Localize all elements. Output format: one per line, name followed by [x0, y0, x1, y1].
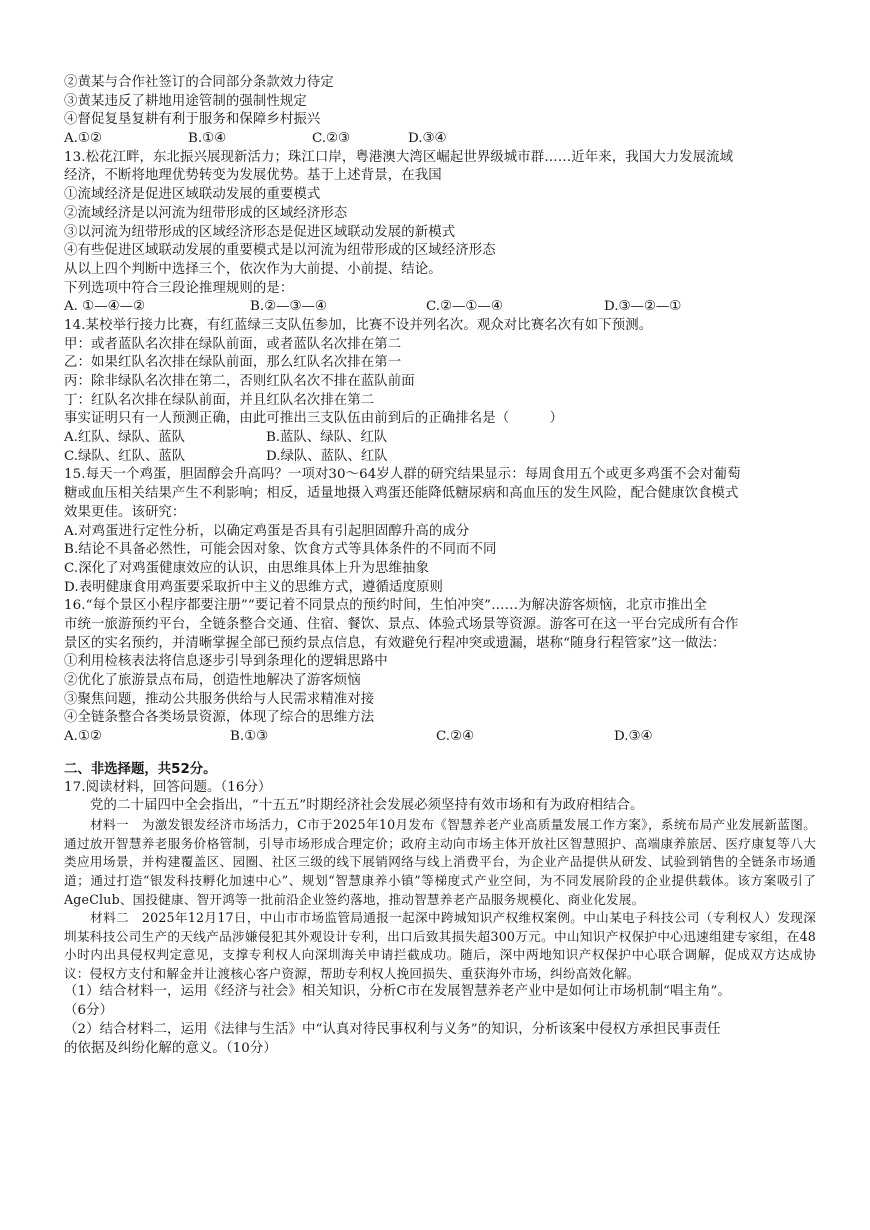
q14-option-c: C.绿队、红队、蓝队 [64, 448, 186, 464]
q14-stem: 14.某校举行接力比赛，有红蓝绿三支队伍参加，比赛不设并列名次。观众对比赛名次有如下预测。 [64, 317, 653, 333]
q12-statement-2: ②黄某与合作社签订的合同部分条款效力待定 [64, 75, 334, 90]
q14-question: 事实证明只有一人预测正确，由此可推出三支队伍由前到后的正确排名是（ ） [64, 411, 564, 427]
q17-sub2-line1: （2）结合材料二，运用《法律与生活》中“认真对待民事权利与义务”的知识，分析该案中侵权方承担民事责任 [64, 1021, 721, 1037]
q13-options [64, 298, 816, 317]
q15-option-d: D.表明健康食用鸡蛋要采取折中主义的思维方式，遵循适度原则 [64, 579, 443, 595]
q13-option-a: A. ①—④—② [64, 299, 145, 315]
q14-option-b: B.蓝队、绿队、红队 [266, 430, 388, 446]
q17-intro: 党的二十届四中全会指出，“十五五”时期经济社会发展必须坚持有效市场和有为政府相结合。 [90, 798, 644, 814]
q15-stem-line2: 糖或血压相关结果产生不利影响；相反，适量地摄入鸡蛋还能降低糖尿病和高血压的发生风险，配合健康饮食模式 [64, 486, 739, 502]
q16-statement-4: ④全链条整合各类场景资源，体现了综合的思维方法 [64, 710, 375, 726]
q16-option-b: B.①③ [230, 729, 269, 745]
exam-page [64, 74, 816, 1058]
q15-stem-line1: 15.每天一个鸡蛋，胆固醇会升高吗？一项对30～64岁人群的研究结果显示：每周食用五个或更多鸡蛋不会对葡萄 [64, 467, 741, 483]
material-two [64, 909, 816, 983]
q14-prediction-bing: 丙：除非绿队名次排在第二，否则红队名次不排在蓝队前面 [64, 374, 415, 389]
q16-option-a: A.①② [64, 729, 102, 745]
q13-statement-4: ④有些促进区域联动发展的重要模式是以河流为纽带形成的区域经济形态 [64, 243, 496, 259]
q16-stem-line1: 16.“每个景区小程序都要注册”“要记着不同景点的预约时间，生怕冲突”……为解决游客烦恼，北京市推出全 [64, 598, 707, 614]
q16-option-d: D.③④ [614, 729, 653, 745]
q16-statement-3: ③聚焦问题，推动公共服务供给与人民需求精准对接 [64, 691, 375, 707]
material-one-text: 材料一 为激发银发经济市场活力，C市于2025年10月发布《智慧养老产业高质量发展工作方案》，系统布局产业发展新蓝图。通过放开智慧养老服务价格管制，引导市场形成合理定价；政府主动向市场主体开放社区智慧照护、高端康养旅居、医疗康复等八大类应用场景，并构建覆盖区、园圈、社区三级的线下展销网络与线上消费平台，为企业产品提供从研发、试验到销售的全链条市场通道；通过打造“银发科技孵化加速中心”、规划“智慧康养小镇”等梯度式产业空间，为不同发展阶段的企业提供载体。该方案吸引了AgeClub、国投健康、智开鸿等一批前沿企业签约落地，推动智慧养老产品服务规模化、商业化发展。 [64, 817, 816, 907]
q13-option-c: C.②—①—④ [426, 299, 503, 315]
q15-option-a: A.对鸡蛋进行定性分析，以确定鸡蛋是否具有引起胆固醇升高的成分 [64, 523, 470, 539]
section-heading: 二、非选择题，共52分。 [64, 761, 217, 777]
q14-options-row1 [64, 429, 816, 448]
q12-option-b: B.①④ [188, 131, 227, 147]
q16-option-c: C.②④ [436, 729, 475, 745]
q13-statement-1: ①流域经济是促进区域联动发展的重要模式 [64, 187, 321, 203]
q12-option-d: D.③④ [408, 131, 447, 147]
q17-sub2-line2: 的依据及纠纷化解的意义。（10分） [64, 1040, 277, 1056]
q13-instruction-2: 下列选项中符合三段论推理规则的是： [64, 280, 294, 296]
q14-prediction-yi: 乙：如果红队名次排在绿队前面，那么红队名次排在第一 [64, 355, 402, 371]
q15-option-c: C.深化了对鸡蛋健康效应的认识，由思维具体上升为思维抽象 [64, 560, 429, 576]
q12-statement-4: ④督促复垦复耕有利于服务和保障乡村振兴 [64, 112, 321, 128]
q16-stem-line3: 景区的实名预约，并清晰掌握全部已预约景点信息，有效避免行程冲突或遗漏，堪称“随身行程管家”这一做法： [64, 635, 726, 651]
q14-option-a: A.红队、绿队、蓝队 [64, 430, 186, 446]
q14-prediction-jia: 甲：或者蓝队名次排在绿队前面，或者蓝队名次排在第二 [64, 336, 402, 352]
material-one [64, 816, 816, 909]
q16-statement-1: ①利用检核表法将信息逐步引导到条理化的逻辑思路中 [64, 654, 388, 670]
q14-option-d: D.绿队、蓝队、红队 [266, 448, 388, 464]
q12-options [64, 130, 816, 149]
q17-sub1-line2: （6分） [64, 1003, 114, 1019]
q14-options-row2 [64, 448, 816, 467]
q13-statement-3: ③以河流为纽带形成的区域经济形态是促进区域联动发展的新模式 [64, 224, 456, 240]
q16-statement-2: ②优化了旅游景点布局，创造性地解决了游客烦恼 [64, 673, 361, 688]
q12-statement-3: ③黄某违反了耕地用途管制的强制性规定 [64, 93, 307, 109]
q17-sub1-line1: （1）结合材料一，运用《经济与社会》相关知识，分析C市在发展智慧养老产业中是如何让市场机制“唱主角”。 [64, 984, 731, 1000]
q13-instruction-1: 从以上四个判断中选择三个，依次作为大前提、小前提、结论。 [64, 261, 442, 277]
q12-option-a: A.①② [64, 131, 102, 147]
q17-title: 17.阅读材料，回答问题。（16分） [64, 779, 272, 795]
q15-stem-line3: 效果更佳。该研究： [64, 504, 186, 520]
q16-stem-line2: 市统一旅游预约平台，全链条整合交通、住宿、餐饮、景点、体验式场景等资源。游客可在这一平台完成所有合作 [64, 616, 739, 632]
q12-option-c: C.②③ [312, 131, 351, 147]
q13-stem-line1: 13.松花江畔，东北振兴展现新活力；珠江口岸，粤港澳大湾区崛起世界级城市群……近年来，我国大力发展流域 [64, 149, 734, 165]
q16-options [64, 728, 816, 747]
q13-statement-2: ②流域经济是以河流为纽带形成的区域经济形态 [64, 205, 348, 221]
q13-stem-line2: 经济，不断将地理优势转变为发展优势。基于上述背景，在我国 [64, 168, 442, 184]
material-two-text: 材料二 2025年12月17日，中山市市场监管局通报一起深中跨城知识产权维权案例。中山某电子科技公司（专利权人）发现深圳某科技公司生产的天线产品涉嫌侵犯其外观设计专利，出口后致其损失超300万元。中山知识产权保护中心迅速组建专家组，在48小时内出具侵权判定意见，支撑专利权人向深圳海关申请拦截成功。随后，深中两地知识产权保护中心联合调解，促成双方达成协议：侵权方支付和解金并让渡核心客户资源，帮助专利权人挽回损失、重获海外市场，纠纷高效化解。 [64, 910, 816, 981]
q13-option-b: B.②—③—④ [250, 299, 327, 315]
q15-option-b: B.结论不具备必然性，可能会因对象、饮食方式等具体条件的不同而不同 [64, 542, 497, 558]
q14-prediction-ding: 丁：红队名次排在绿队前面，并且红队名次排在第二 [64, 392, 375, 408]
q13-option-d: D.③—②—① [604, 299, 682, 315]
